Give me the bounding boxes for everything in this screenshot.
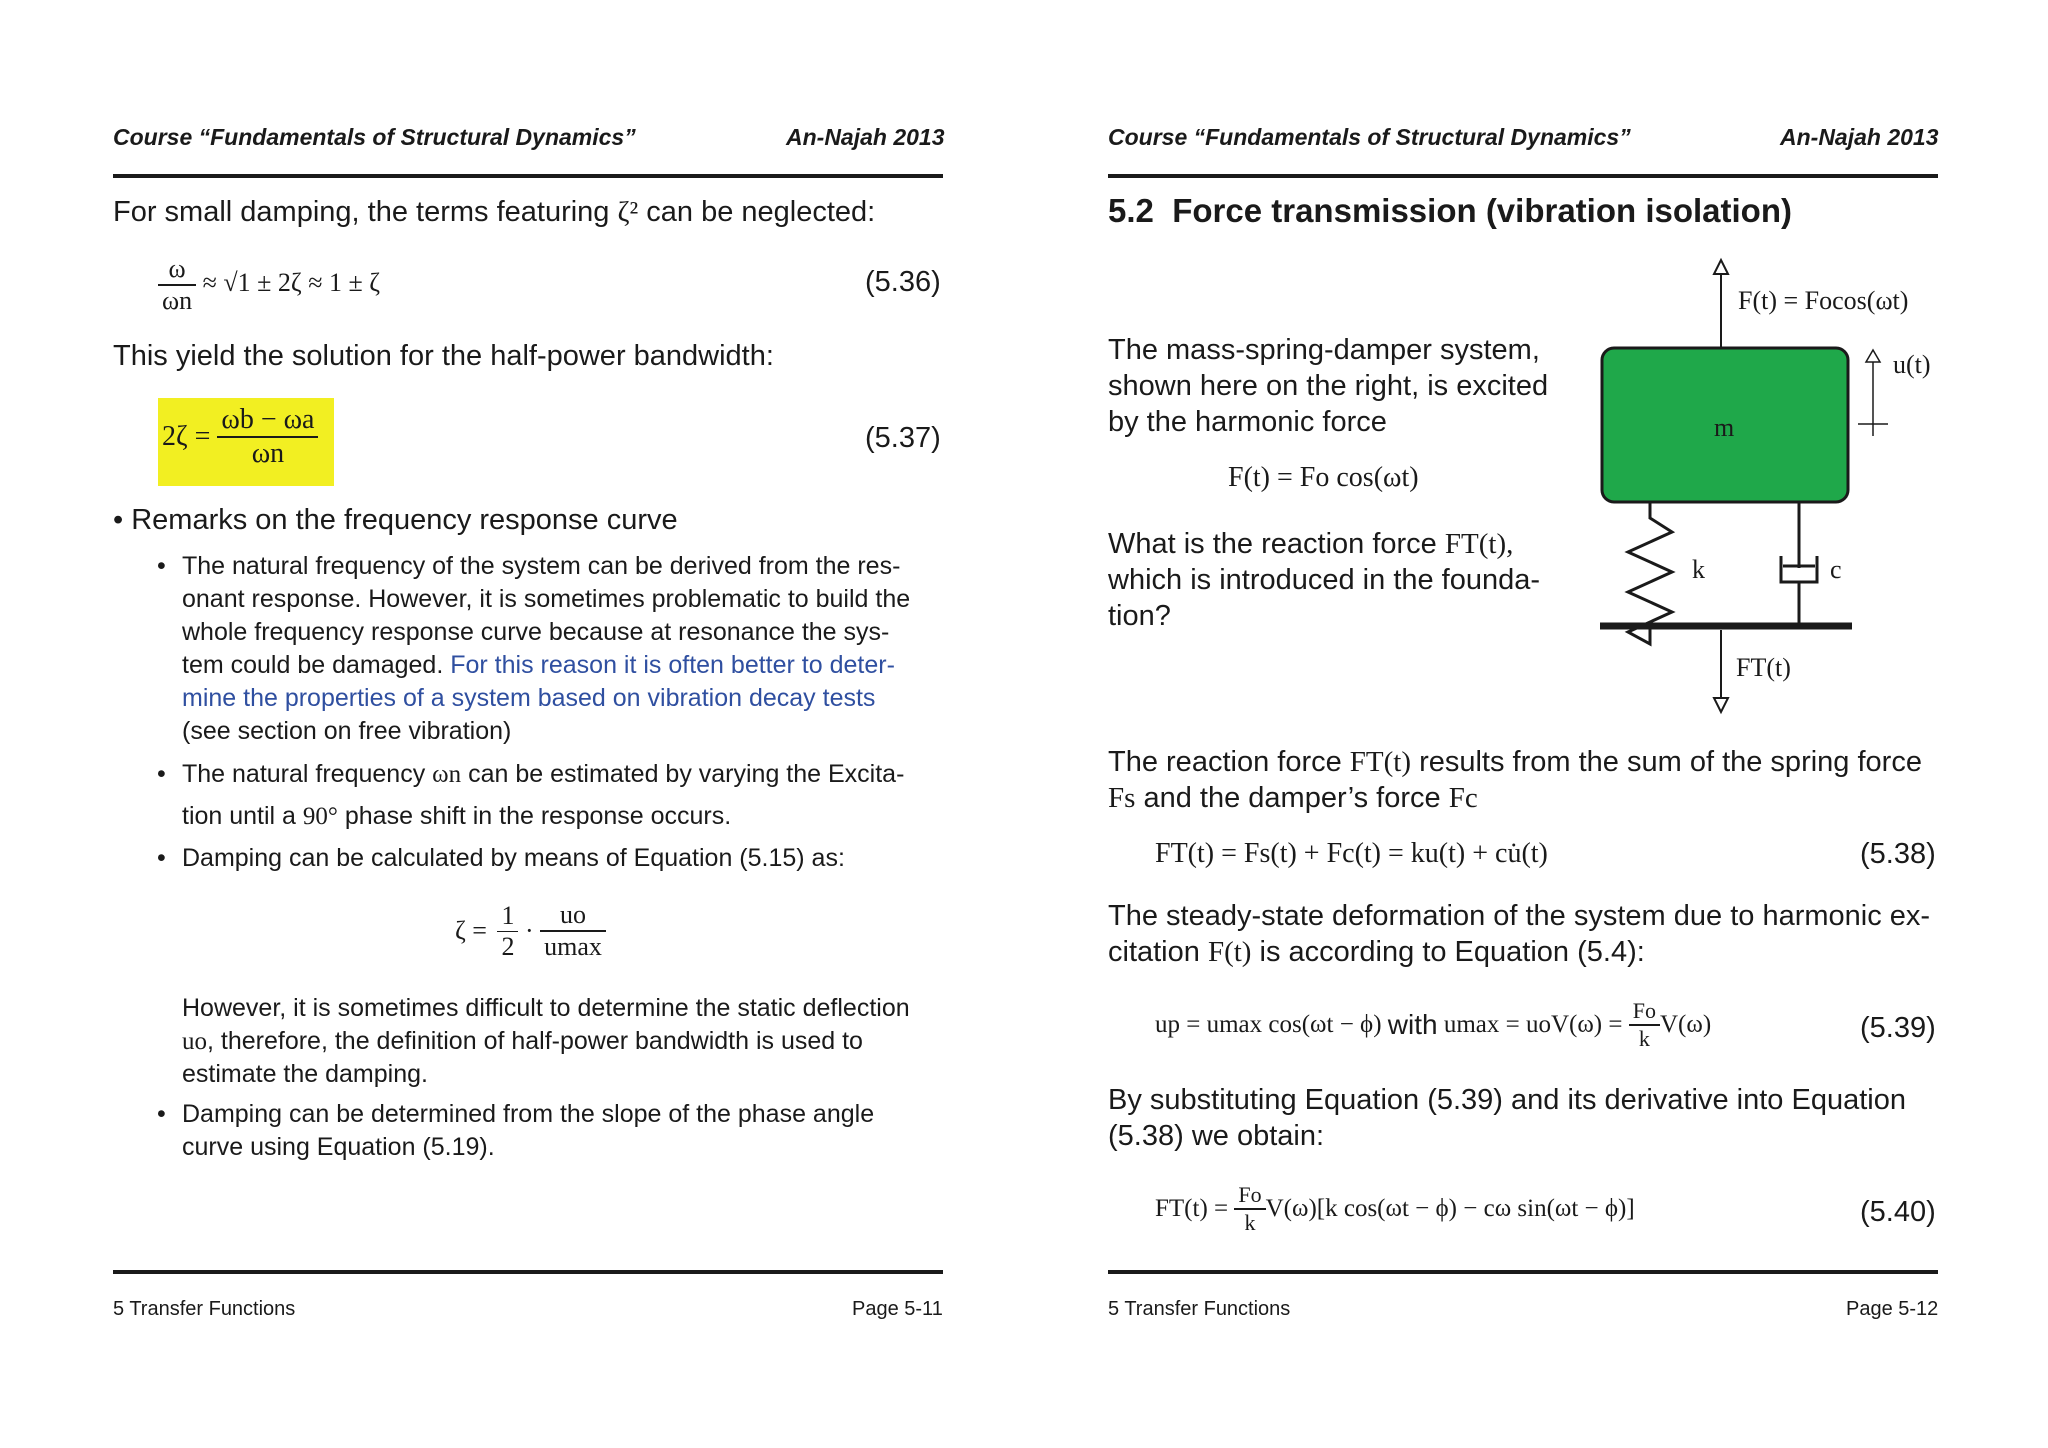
header-rule xyxy=(1108,174,1938,178)
footer-page: Page 5-11 xyxy=(852,1298,943,1320)
left-page: Course “Fundamentals of Structural Dynamics” An-Najah 2013 For small damping, the terms featuring ζ² can be neglected: $\frac{\omega}{\omega n}$ ≈ √1 ± 2ζ ≈ 1 ± ζ (5.36) This yield the solution for the half-power bandwidth: 2ζ = $\frac{\omega b - \omega a}{\omega n}$ (5.37) • Remarks on the frequency response curve • The natural frequency of the system can be derived from the res- onant response. However, it is sometimes problematic to build the whole frequency response curve because at resonance the sys- tem could be damaged. For this reason it is often better to deter- mine the properties of a system based on vibration decay tests (see section on free vibration) • The natural frequency ωn can be estimated by varying the Excita- tion until a 90° phase shift in the response occurs. • Damping can be calculated by means of Equation (5.15) as: ζ = $\frac{1}{2}$ · $\frac{uo}{umax}$ However, it is sometimes difficult to determine the static deflection uo, therefore, the definition of half-power bandwidth is used to estimate the damping. • Damping can be determined from the slope of the phase angle curve using Equation (5.19). 5 Transfer Functions Page 5-11 xyxy=(0,0,1000,1448)
equation-5-36: $\frac{\omega}{\omega n}$ ≈ √1 ± 2ζ ≈ 1 ± ζ xyxy=(158,254,380,316)
reaction-label: FT(t) xyxy=(1736,653,1791,682)
remarks-bullet: • Remarks on the frequency response curve xyxy=(113,504,678,536)
equation-5-40: FT(t) = $\frac{Fo}{k}$ V(ω)[k cos(ωt − ϕ) − cω sin(ωt − ϕ)] xyxy=(1155,1182,1635,1235)
force-label: F(t) = Focos(ωt) xyxy=(1738,286,1909,315)
spring-label: k xyxy=(1692,555,1705,584)
force-arrowhead-icon xyxy=(1714,260,1728,274)
footer-rule xyxy=(113,1270,943,1274)
yield-paragraph: This yield the solution for the half-power bandwidth: xyxy=(113,340,774,372)
equation-5-39: up = umax cos(ωt − ϕ) with umax = uoV(ω) = $\frac{Fo}{k}$ V(ω) xyxy=(1155,998,1712,1051)
equation-number-5-39: (5.39) xyxy=(1860,1012,1936,1044)
header-course: Course “Fundamentals of Structural Dynamics” xyxy=(113,124,636,150)
header-year: An-Najah 2013 xyxy=(786,124,945,150)
equation-5-37: 2ζ = $\frac{\omega b - \omega a}{\omega n}$ xyxy=(162,404,318,470)
harmonic-force-equation: F(t) = Fo cos(ωt) xyxy=(1228,462,1419,493)
footer-chapter: 5 Transfer Functions xyxy=(1108,1298,1291,1320)
equation-number-5-38: (5.38) xyxy=(1860,838,1936,870)
right-page xyxy=(1000,0,2000,1448)
steady-state-paragraph: The steady-state deformation of the system due to harmonic ex- citation F(t) is according to Equation (5.4): xyxy=(1108,900,1931,968)
equation-number-5-40: (5.40) xyxy=(1860,1196,1936,1228)
displacement-arrowhead-icon xyxy=(1866,350,1880,362)
displacement-label: u(t) xyxy=(1893,350,1931,379)
footer-page: Page 5-12 xyxy=(1846,1298,1939,1320)
mass-spring-damper-figure xyxy=(1590,256,1970,716)
reaction-arrowhead-icon xyxy=(1714,698,1728,712)
footer-chapter: 5 Transfer Functions xyxy=(113,1298,296,1320)
equation-5-38: FT(t) = Fs(t) + Fc(t) = ku(t) + cu̇(t) xyxy=(1155,838,1548,869)
intro-paragraph: The mass-spring-damper system, shown here on the right, is excited by the harmonic force xyxy=(1108,334,1549,438)
equation-number-5-37: (5.37) xyxy=(865,422,941,454)
question-paragraph: What is the reaction force FT(t), which is introduced in the founda- tion? xyxy=(1108,528,1541,632)
zeta-squared: ζ² xyxy=(617,196,639,228)
section-title: 5.2 Force transmission (vibration isolation) xyxy=(1108,192,1792,229)
intro-paragraph: For small damping, the terms featuring ζ² can be neglected: xyxy=(113,196,876,228)
equation-number-5-36: (5.36) xyxy=(865,266,941,298)
header-rule xyxy=(113,174,943,178)
substitution-paragraph: By substituting Equation (5.39) and its derivative into Equation (5.38) we obtain: xyxy=(1108,1084,1906,1152)
reaction-paragraph: The reaction force FT(t) results from the sum of the spring force Fs and the damper’s force Fc xyxy=(1108,746,1922,814)
equation-zeta: ζ = $\frac{1}{2}$ · $\frac{uo}{umax}$ xyxy=(455,900,606,962)
bullet-3-continuation: However, it is sometimes difficult to determine the static deflection uo, therefore, the definition of half-power bandwidth is used to estimate the damping. xyxy=(182,994,910,1088)
header-course: Course “Fundamentals of Structural Dynamics” xyxy=(1108,124,1631,150)
highlighted-sentence: For this reason it is often better to deter- xyxy=(450,651,895,679)
mass-label: m xyxy=(1714,413,1735,442)
damper-label: c xyxy=(1830,555,1842,584)
footer-rule xyxy=(1108,1270,1938,1274)
header-year: An-Najah 2013 xyxy=(1780,124,1939,150)
